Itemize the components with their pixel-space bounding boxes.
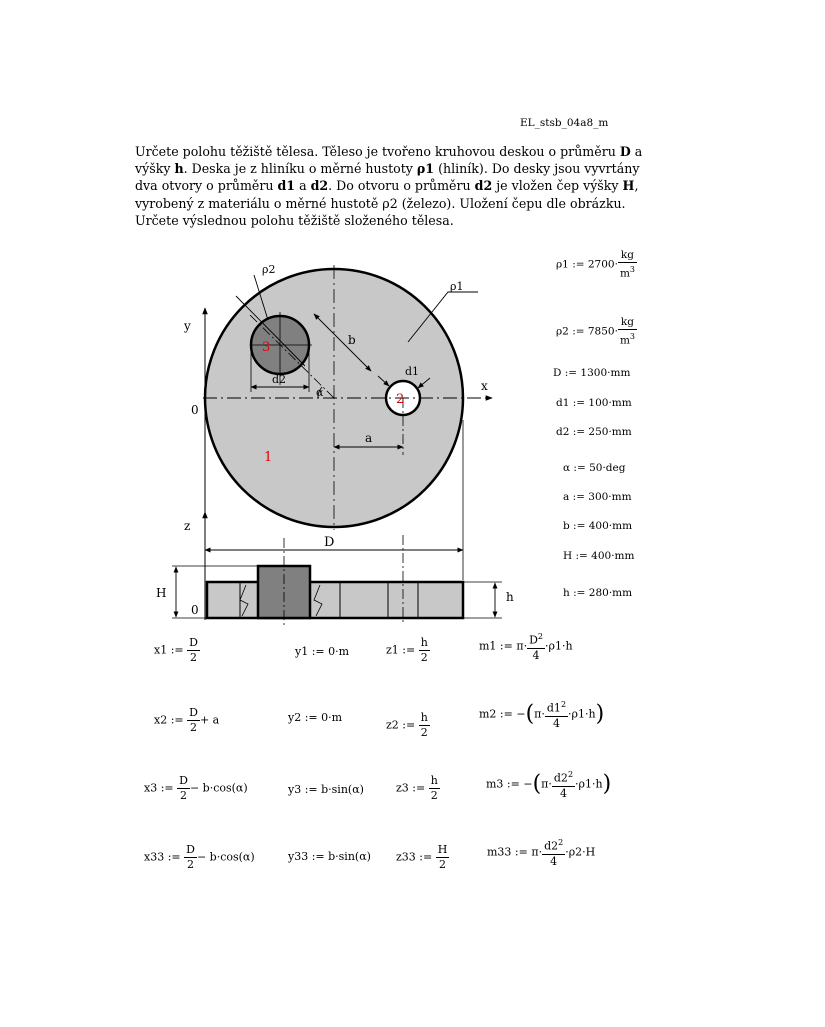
denominator: 2 — [439, 858, 447, 871]
numerator: kg — [618, 315, 637, 330]
denominator: 2 — [180, 789, 188, 802]
numerator: h — [420, 711, 428, 724]
numerator — [527, 630, 545, 649]
eq-x1 — [154, 636, 200, 665]
part-3-label: 3 — [262, 340, 271, 355]
denominator: 2 — [420, 651, 428, 664]
eq-lhs: m3 := − — [486, 777, 533, 791]
eq-lhs: m2 := − — [479, 707, 526, 721]
numerator — [552, 768, 575, 787]
paren-close: ) — [595, 701, 605, 727]
denominator: 2 — [190, 651, 198, 664]
denominator — [618, 330, 637, 348]
param-rho1 — [556, 248, 637, 281]
a-label: a — [365, 431, 373, 445]
fraction — [187, 706, 200, 735]
eq-pi: π· — [541, 777, 552, 791]
eq-lhs: x3 := — [144, 781, 174, 795]
symbol-rho1: ρ1 — [416, 161, 435, 177]
denominator: 2 — [420, 726, 428, 739]
text: výšky — [135, 161, 175, 177]
numerator: h — [420, 636, 428, 649]
param-rho2 — [556, 315, 637, 348]
num-text: d2 — [553, 771, 568, 785]
eq-m1 — [479, 630, 573, 663]
origin-bottom-label: 0 — [191, 603, 199, 617]
eq-lhs: z3 := — [396, 781, 426, 795]
fraction — [177, 774, 190, 803]
den-text: m — [619, 334, 630, 347]
paren-open: ( — [525, 701, 535, 727]
eq-m2 — [479, 698, 604, 731]
exponent: 3 — [629, 265, 635, 274]
fraction — [419, 636, 430, 665]
denominator: 2 — [190, 721, 198, 734]
eq-y1: y1 := 0·m — [295, 645, 350, 658]
statement-line-4: vyrobený z materiálu o měrné hustotě ρ2 (železo). Uložení čepu dle obrázku. — [135, 195, 626, 211]
text: dva otvory o průměru — [135, 178, 278, 194]
eq-y33: y33 := b·sin(α) — [288, 850, 371, 863]
d1-label: d1 — [405, 365, 420, 378]
part-2-label: 2 — [396, 392, 405, 407]
symbol-D: D — [619, 144, 631, 159]
eq-lhs: x33 := — [144, 850, 181, 864]
fraction — [527, 630, 545, 663]
numerator: kg — [618, 248, 637, 263]
fraction — [618, 315, 637, 348]
denominator — [618, 263, 637, 281]
denominator: 4 — [552, 716, 560, 730]
x-axis-label: x — [481, 379, 488, 393]
symbol-d2: d2 — [474, 178, 493, 194]
fraction — [436, 843, 450, 872]
param-d2: d2 := 250·mm — [556, 426, 632, 438]
rho1-label: ρ1 — [450, 280, 464, 293]
denominator: 2 — [430, 789, 438, 802]
exponent: 2 — [537, 632, 543, 641]
fraction — [552, 768, 575, 801]
eq-x3 — [144, 774, 248, 803]
eq-z1 — [386, 636, 430, 665]
fraction — [184, 843, 197, 872]
eq-m33 — [487, 836, 595, 869]
fraction — [187, 636, 200, 665]
text: (hliník). Do desky jsou vyvrtány — [434, 161, 640, 177]
exponent: 2 — [558, 838, 564, 847]
paren-open: ( — [532, 771, 542, 797]
eq-lhs: z33 := — [396, 850, 433, 864]
param-d1: d1 := 100·mm — [556, 397, 632, 409]
fraction — [618, 248, 637, 281]
eq-pi: π· — [534, 707, 545, 721]
fraction — [545, 698, 568, 731]
numerator — [545, 698, 568, 717]
numerator: D — [189, 636, 198, 649]
eq-m3 — [486, 768, 611, 801]
symbol-h: h — [174, 161, 184, 177]
eq-lhs: x1 := — [154, 643, 184, 657]
document-id: EL_stsb_04a8_m — [520, 117, 609, 129]
eq-rhs: + a — [199, 713, 220, 727]
eq-z3 — [396, 774, 440, 803]
den-text: m — [619, 267, 630, 280]
statement-line-5: Určete výslednou polohu těžiště složeného tělesa. — [135, 212, 454, 228]
numerator: h — [430, 774, 438, 787]
text: a — [295, 178, 311, 194]
fraction — [419, 711, 430, 740]
denominator: 4 — [550, 854, 558, 868]
eq-lhs: m33 := π· — [487, 845, 543, 859]
alpha-label: α — [316, 386, 324, 399]
eq-lhs: z2 := — [386, 718, 416, 732]
param-alpha: α := 50·deg — [563, 462, 626, 474]
eq-lhs: z1 := — [386, 643, 416, 657]
text: . Do otvoru o průměru — [328, 178, 475, 194]
denominator: 4 — [559, 786, 567, 800]
b-label: b — [348, 333, 356, 347]
eq-rhs: − b·cos(α) — [196, 850, 255, 864]
part-1-label: 1 — [264, 450, 273, 465]
d2-label: d2 — [272, 373, 287, 386]
param-H: H := 400·mm — [563, 550, 635, 562]
text: je vložen čep výšky — [492, 178, 623, 194]
eq-rhs: ·ρ1·h — [575, 777, 603, 791]
symbol-d1: d1 — [277, 178, 296, 194]
symbol-d2: d2 — [310, 178, 329, 194]
param-b: b := 400·mm — [563, 520, 633, 532]
eq-y2: y2 := 0·m — [288, 711, 343, 724]
eq-lhs: m1 := π· — [479, 639, 528, 653]
numerator: D — [186, 843, 195, 856]
text: a — [630, 144, 643, 159]
param-text: ρ1 := 2700· — [556, 258, 618, 271]
z-axis-label: z — [184, 519, 191, 533]
eq-rhs: − b·cos(α) — [189, 781, 248, 795]
param-text: ρ2 := 7850· — [556, 325, 618, 338]
symbol-H: H — [622, 178, 635, 194]
rho2-label: ρ2 — [262, 263, 276, 276]
numerator: D — [179, 774, 188, 787]
numerator: D — [189, 706, 198, 719]
exponent: 2 — [567, 770, 574, 779]
num-text: d2 — [544, 839, 559, 853]
origin-top-label: 0 — [191, 403, 199, 417]
eq-z2 — [386, 711, 430, 740]
y-axis-label: y — [184, 319, 191, 333]
eq-z33 — [396, 843, 449, 872]
denominator: 4 — [532, 648, 540, 662]
param-D: D := 1300·mm — [553, 367, 631, 379]
numerator — [542, 836, 565, 855]
eq-rhs: ·ρ1·h — [545, 639, 573, 653]
num-text: D — [529, 633, 538, 647]
paren-close: ) — [602, 771, 612, 797]
h-label: h — [506, 590, 514, 604]
text: Určete polohu těžiště tělesa. Těleso je tvořeno kruhovou deskou o průměru — [135, 144, 620, 159]
H-label: H — [156, 586, 167, 600]
param-h: h := 280·mm — [563, 587, 633, 599]
text: . Deska je z hliníku o měrné hustoty — [183, 161, 417, 177]
fraction — [542, 836, 565, 869]
exponent: 3 — [629, 332, 635, 341]
param-a: a := 300·mm — [563, 491, 632, 503]
eq-x2 — [154, 706, 219, 735]
numerator: H — [437, 843, 448, 856]
eq-lhs: x2 := — [154, 713, 184, 727]
exponent: 2 — [560, 700, 567, 709]
eq-y3: y3 := b·sin(α) — [288, 783, 364, 796]
fraction — [429, 774, 440, 803]
text: , — [634, 178, 639, 194]
num-text: d1 — [546, 701, 561, 715]
eq-rhs: ·ρ2·H — [565, 845, 596, 859]
D-label: D — [324, 535, 335, 550]
eq-x33 — [144, 843, 255, 872]
denominator: 2 — [187, 858, 195, 871]
eq-rhs: ·ρ1·h — [568, 707, 596, 721]
